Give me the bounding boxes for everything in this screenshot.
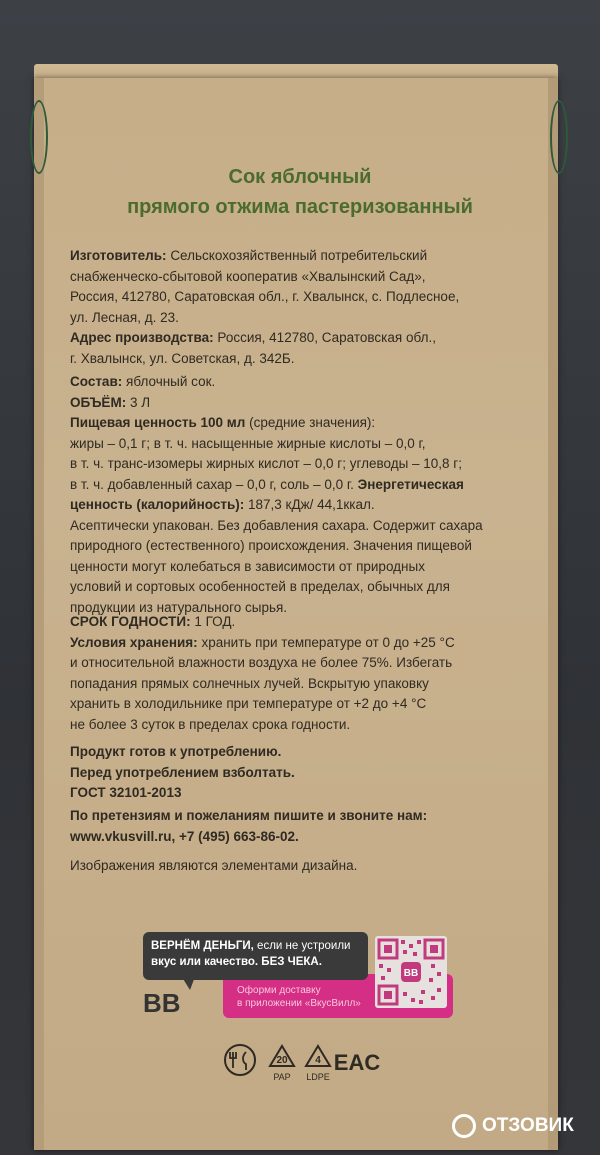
production-address-line2: г. Хвалынск, ул. Советская, д. 342Б. [70,350,295,366]
storage-line4: хранить в холодильнике при температуре от +2 до +4 °С [70,696,427,711]
manufacturer-line2: снабженческо-сбытовой кооператив «Хвалынский Сад», [70,268,426,284]
pap-label: PAP [273,1072,291,1082]
storage-label: Условия хранения: [70,634,198,650]
aseptic-line3: ценности могут колебаться в зависимости от природных [70,558,425,574]
box-left-edge [34,78,44,1150]
refund-rest: если не устроили [257,940,351,952]
delivery-line1: Оформи доставку [237,985,321,996]
contact-line2: www.vkusvill.ru, +7 (495) 663-86-02. [70,828,299,844]
aseptic-line1: Асептически упакован. Без добавления сахара. Содержит сахара [70,517,483,533]
calorie-label: ценность (калорийность): [70,497,245,512]
box-right-edge [548,78,558,1150]
refund-message [143,932,368,980]
storage-line1: хранить при температуре от 0 до +25 °С [201,634,455,650]
nutrition-line1: жиры – 0,1 г; в т. ч. насыщенные жирные кислоты – 0,0 г, [70,435,426,451]
packaging-marks [222,1040,382,1085]
product-title-line1: Сок яблочный [228,166,372,188]
qr-code [375,936,447,1008]
manufacturer-block [70,246,540,369]
nutrition-label: Пищевая ценность 100 мл [70,415,246,430]
ready-block [70,742,540,804]
calorie-value: 187,3 кДж/ 44,1ккал. [248,497,375,512]
food-safe-icon [225,1045,255,1075]
nutrition-line2: в т. ч. транс-изомеры жирных кислот – 0,0 г; углеводы – 10,8 г; [70,456,462,471]
nutrition-line3: в т. ч. добавленный сахар – 0,0 г, соль – 0,0 г. [70,476,354,492]
pap-recycle-icon [270,1046,294,1082]
manufacturer-line4: ул. Лесная, д. 23. [70,309,179,325]
composition-label: Состав: [70,374,123,389]
ready-line2: Перед употреблением взболтать. [70,764,295,780]
leaf-decoration-right [550,100,568,174]
manufacturer-line3: Россия, 412780, Саратовская обл., г. Хвалынск, с. Подлесное, [70,289,460,304]
ready-line1: Продукт готов к употреблению. [70,744,282,759]
manufacturer-line1: Сельскохозяйственный потребительский [170,248,428,263]
leaf-decoration-left [30,100,48,174]
ldpe-number: 4 [315,1055,321,1066]
shelf-life-label: СРОК ГОДНОСТИ: [70,614,191,629]
ldpe-recycle-icon [306,1046,330,1082]
storage-line5: не более 3 суток в пределах срока годности. [70,716,351,732]
composition-block [70,372,540,618]
otzovik-watermark: ОТЗОВИК [482,1115,574,1136]
refund-banner [143,932,453,1018]
pap-number: 20 [276,1055,288,1066]
storage-line2: и относительной влажности воздуха не более 75%. Избегать [70,655,453,670]
eac-mark: EAC [333,1050,381,1075]
aseptic-line4: условий и сортовых особенностей в пределах, обычных для [70,579,450,594]
ldpe-label: LDPE [306,1072,330,1082]
aseptic-line2: природного (естественного) происхождения. Значения пищевой [70,538,472,553]
qr-center-logo: BB [403,968,419,979]
contact-line1: По претензиям и пожеланиям пишите и звоните нам: [70,808,428,823]
aseptic-line5: продукции из натурального сырья. [70,599,288,615]
energy-label: Энергетическая [357,476,464,492]
delivery-line2: в приложении «ВкусВилл» [237,998,361,1009]
volume-label: ОБЪЁМ: [70,394,127,410]
manufacturer-label: Изготовитель: [70,248,167,263]
otzovik-watermark-icon [452,1114,476,1138]
packaging-marks-graphic [222,1040,382,1085]
design-note: Изображения являются элементами дизайна. [70,858,358,873]
shelf-life-value: 1 ГОД. [194,614,236,629]
production-address-label: Адрес производства: [70,330,214,345]
delivery-banner-text [237,984,361,1010]
gost-line: ГОСТ 32101-2013 [70,785,182,800]
refund-bold: ВЕРНЁМ ДЕНЬГИ, [151,940,254,952]
qr-code-graphic [375,936,447,1008]
product-title-line2: прямого отжима пастеризованный [127,196,473,218]
storage-block [70,612,540,735]
volume-value: 3 Л [129,394,151,410]
refund-line2: вкус или качество. БЕЗ ЧЕКА. [151,956,322,968]
composition-value: яблочный сок. [126,374,216,389]
nutrition-suffix: (средние значения): [249,415,376,430]
vkusvill-logo: BB [143,988,181,1018]
production-address-line1: Россия, 412780, Саратовская обл., [217,330,436,345]
contact-block [70,806,540,847]
storage-line3: попадания прямых солнечных лучей. Вскрытую упаковку [70,675,429,691]
